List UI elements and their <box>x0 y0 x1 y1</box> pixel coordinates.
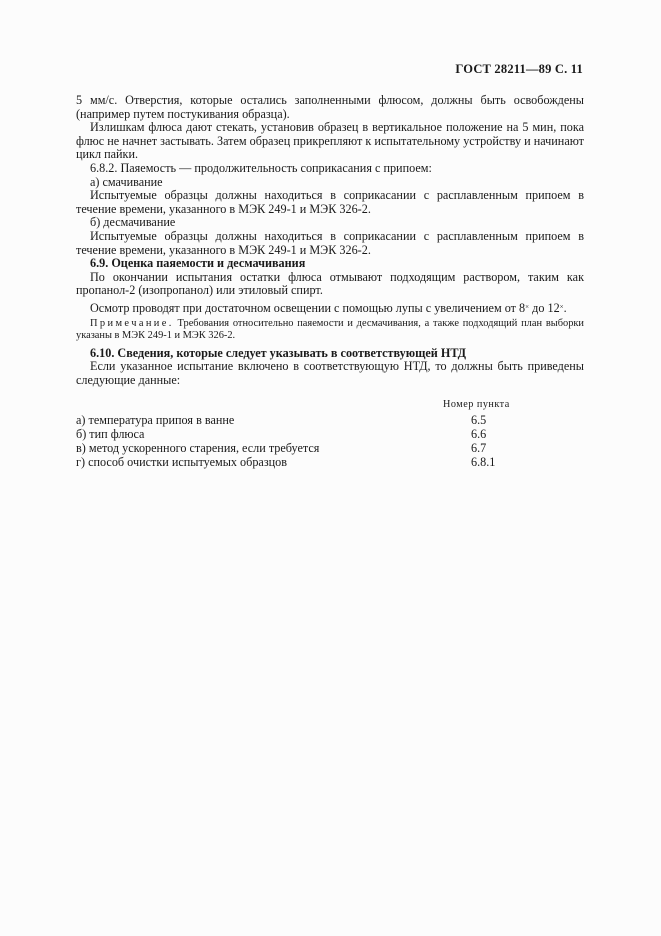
table-row-label: в) метод ускоренного старения, если требуется <box>76 441 320 456</box>
document-body <box>76 94 584 468</box>
magnification-sign-2: × <box>559 302 564 311</box>
table-row <box>76 442 584 456</box>
paragraph-continued: 5 мм/с. Отверстия, которые остались заполненными флюсом, должны быть освобождены (например путем постукивания образца). <box>76 93 584 121</box>
paragraph-flux-drain: Излишкам флюса дают стекать, установив образец в вертикальное положение на 5 мин, пока флюс не начнет застывать. Затем образец прикрепляют к испытательному устройству и начинают цикл пайки. <box>76 120 584 162</box>
note <box>76 318 584 343</box>
table-row-label: б) тип флюса <box>76 427 145 442</box>
inspection-text-c: . <box>563 300 567 315</box>
magnification-sign-1: × <box>525 302 530 311</box>
section-heading-6-9: 6.9. Оценка паяемости и десмачивания <box>90 256 306 271</box>
paragraph-wetting: Испытуемые образцы должны находиться в соприкасании с расплавленным припоем в течение времени, указанного в МЭК 249-1 и МЭК 326-2. <box>76 188 584 216</box>
table-row-number: 6.8.1 <box>471 455 496 470</box>
item-wetting: а) смачивание <box>90 174 163 189</box>
item-dewetting: б) десмачивание <box>90 215 176 230</box>
clause-6-8-2: 6.8.2. Паяемость — продолжительность соприкасания с припоем: <box>90 160 432 175</box>
section-heading-6-10: 6.10. Сведения, которые следует указывать в соответствующей НТД <box>90 345 467 360</box>
inspection-text-b: до 12 <box>529 300 560 315</box>
paragraph-flux-wash: По окончании испытания остатки флюса отмывают подходящим раствором, таким как пропанол-2 (изопропанол) или этиловый спирт. <box>76 269 584 298</box>
table-row <box>76 456 584 470</box>
table-row-label: г) способ очистки испытуемых образцов <box>76 455 288 470</box>
data-table <box>76 398 584 468</box>
table-row-label: а) температура припоя в ванне <box>76 413 235 428</box>
page-header: ГОСТ 28211—89 С. 11 <box>455 62 583 76</box>
paragraph-dewetting: Испытуемые образцы должны находиться в соприкасании с расплавленным припоем в течение времени, указанного в МЭК 249-1 и МЭК 326-2. <box>76 228 584 257</box>
table-row-number: 6.7 <box>471 441 487 456</box>
table-header-item-number: Номер пункта <box>443 399 510 411</box>
table-row <box>76 428 584 442</box>
paragraph-required-data: Если указанное испытание включено в соответствующую НТД, то должны быть приведены следующие данные: <box>76 359 584 387</box>
table-row <box>76 414 584 428</box>
note-label: Примечание. <box>90 317 174 329</box>
paragraph-inspection <box>76 302 584 316</box>
table-row-number: 6.6 <box>471 427 487 442</box>
inspection-text-a: Осмотр проводят при достаточном освещении с помощью лупы с увеличением от 8 <box>90 300 526 315</box>
table-row-number: 6.5 <box>471 413 487 428</box>
note-text: Требования относительно паяемости и десмачивания, а также подходящий план выборки указаны в МЭК 249-1 и МЭК 326-2. <box>76 317 584 342</box>
